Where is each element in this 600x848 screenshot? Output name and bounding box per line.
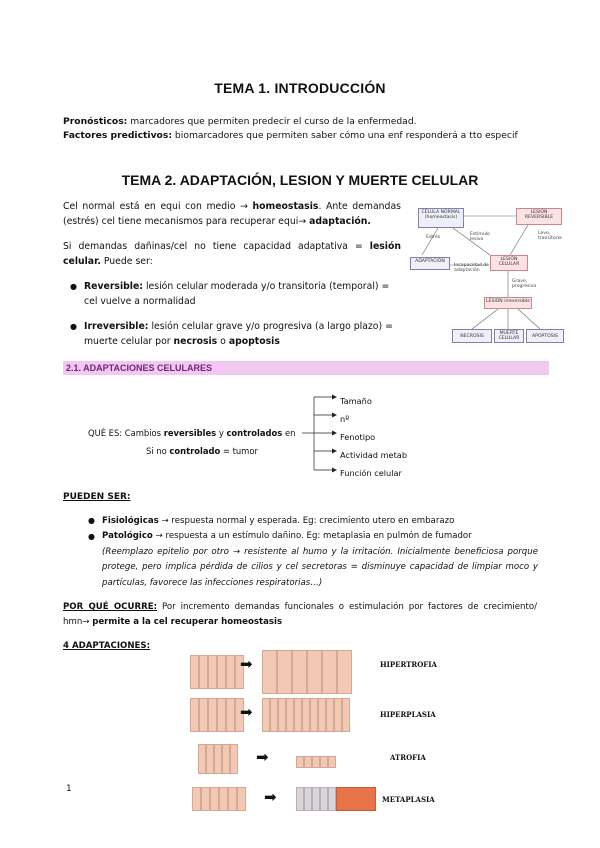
hiperplasia-result-cells <box>262 698 354 732</box>
irreversible-o: o <box>217 335 229 347</box>
p2-text: Si demandas dañinas/cel no tiene capacidad adaptativa = <box>63 241 370 252</box>
atrofia-result-cells <box>296 756 336 768</box>
arrow-right-icon: ➡ <box>240 703 253 721</box>
hiperplasia-normal-cells <box>190 698 246 732</box>
sino-tumor: = tumor <box>220 446 258 456</box>
factores-line <box>63 129 563 143</box>
branch-fenotipo: Fenotipo <box>340 432 376 442</box>
label-atrofia: ATROFIA <box>390 753 426 762</box>
branch-tamano: Tamaño <box>340 396 372 406</box>
bullet-dot-icon: ● <box>70 282 77 291</box>
p1-adaptacion: adaptación. <box>309 215 371 227</box>
bullet-reversible <box>70 280 402 309</box>
p2-lesion: lesión celular. <box>63 241 401 267</box>
que-es-y: y <box>216 428 227 438</box>
adapt4-title: 4 ADAPTACIONES: <box>63 641 151 651</box>
label-estimulo: Estímulo lesivo <box>470 232 490 242</box>
label-incapacidad: Incapacidad de adaptación <box>454 263 489 273</box>
bullet-patologico <box>88 529 538 591</box>
label-metaplasia: METAPLASIA <box>382 795 435 804</box>
label-hipertrofia: HIPERTROFIA <box>380 660 437 669</box>
branch-funcion: Función celular <box>340 468 402 478</box>
pronosticos-label: Pronósticos: <box>63 116 128 127</box>
branch-numero: nº <box>340 414 350 424</box>
box-lesion-reversible: LESIÓN REVERSIBLE <box>516 208 562 225</box>
reversible-text: lesión celular moderada y/o transitoria (temporal) = cel vuelve a normalidad <box>84 281 390 307</box>
tema2-paragraph-1 <box>63 200 401 229</box>
branch-list <box>340 392 407 482</box>
porque-paragraph <box>63 600 537 630</box>
section-2-1-title: 2.1. ADAPTACIONES CELULARES <box>66 363 213 373</box>
box-lesion-celular: LESIÓN CELULAR <box>490 255 528 271</box>
label-estres: Estrés <box>426 235 441 240</box>
factores-label: Factores predictivos: <box>63 130 173 141</box>
que-es-reversibles: reversibles <box>163 428 217 438</box>
fisiologicas-label: Fisiológicas <box>102 516 159 526</box>
p1-text-2: . Ante demandas (estrés) cel tiene mecanismos para recuperar equi→ <box>63 201 401 227</box>
cell-response-diagram <box>408 205 566 347</box>
box-necrosis: NECROSIS <box>452 329 492 343</box>
pueden-title: PUEDEN SER: <box>63 492 131 502</box>
metaplasia-result-cells <box>296 787 376 811</box>
pronosticos-text: marcadores que permiten predecir el curso de la enfermedad. <box>127 116 417 127</box>
page-number: 1 <box>66 784 72 794</box>
bullet-dot-icon: ● <box>88 532 95 541</box>
box-adaptacion: ADAPTACIÓN <box>410 257 450 270</box>
atrofia-normal-cells <box>198 744 240 774</box>
hipertrofia-result-cells <box>262 650 354 694</box>
que-es-en: en <box>282 428 296 438</box>
p2-text-2: Puede ser: <box>100 255 153 267</box>
tema2-title: TEMA 2. ADAPTACIÓN, LESION Y MUERTE CELULAR <box>121 172 479 188</box>
box-apoptosis: APOPTOSIS <box>526 329 564 343</box>
reversible-label: Reversible: <box>84 281 143 292</box>
box-lesion-irreversible: LESIÓN irreversible <box>484 297 532 309</box>
hipertrofia-normal-cells <box>190 655 246 689</box>
branch-actividad: Actividad metab <box>340 450 408 460</box>
arrow-right-icon: ➡ <box>240 655 253 673</box>
bullet-dot-icon: ● <box>88 516 95 525</box>
tema2-paragraph-2 <box>63 240 401 269</box>
sino-prefix: Si no <box>146 446 170 456</box>
p1-text: Cel normal está en equi con medio → <box>63 201 253 212</box>
que-es-prefix: QUÉ ES: Cambios <box>88 428 164 438</box>
que-es-line <box>88 428 295 438</box>
irreversible-text: lesión celular grave y/o progresiva (a largo plazo) = muerte celular por <box>84 321 393 347</box>
box-celula-normal: CÉLULA NORMAL (homeostasis) <box>418 208 464 228</box>
fisiologicas-text: → respuesta normal y esperada. Eg: crecimiento utero en embarazo <box>158 516 455 526</box>
arrow-right-icon: ➡ <box>256 748 269 766</box>
branch-lines <box>300 390 340 480</box>
pronosticos-line <box>63 115 553 129</box>
porque-bold: permite a la cel recuperar homeostasis <box>92 617 283 627</box>
bullet-dot-icon: ● <box>70 322 77 331</box>
metaplasia-normal-cells <box>192 787 246 811</box>
irreversible-label: Irreversible: <box>84 321 149 332</box>
irreversible-necrosis: necrosis <box>173 335 218 347</box>
label-leve: Leve, transitoria <box>538 231 562 241</box>
patologico-label: Patológico <box>102 531 153 541</box>
arrow-right-icon: ➡ <box>264 788 277 806</box>
sino-controlado: controlado <box>169 446 221 456</box>
porque-text: Por incremento demandas funcionales o estimulación por factores de crecimiento/ hmn→ <box>63 602 537 627</box>
que-es-controlados: controlados <box>226 428 283 438</box>
label-grave: Grave, progresiva <box>512 279 537 289</box>
factores-text: biomarcadores que permiten saber cómo una enf responderá a tto especif <box>172 130 518 141</box>
box-muerte-celular: MUERTE CELULAR <box>494 329 524 343</box>
p1-homeostasis: homeostasis <box>252 201 319 212</box>
label-hiperplasia: HIPERPLASIA <box>380 710 436 719</box>
tema1-title: TEMA 1. INTRODUCCIÓN <box>214 80 386 96</box>
section-2-1-header <box>63 361 549 375</box>
patologico-text: → respuesta a un estímulo dañino. Eg: metaplasia en pulmón de fumador <box>152 531 472 541</box>
bullet-fisiologicas <box>88 514 552 529</box>
sino-line <box>146 446 258 456</box>
porque-label: POR QUÉ OCURRE: <box>63 602 158 612</box>
patologico-detail: (Reemplazo epitelio por otro → resistente al humo y la irritación. Inicialmente beneficiosa porque protege, pero implica pérdida de cilios y cel secretoras = disminuye capacidad de limpiar moco y partículas, favorece las infecciones respiratorias…) <box>102 546 538 588</box>
irreversible-apoptosis: apoptosis <box>228 335 280 347</box>
bullet-irreversible <box>70 320 402 349</box>
